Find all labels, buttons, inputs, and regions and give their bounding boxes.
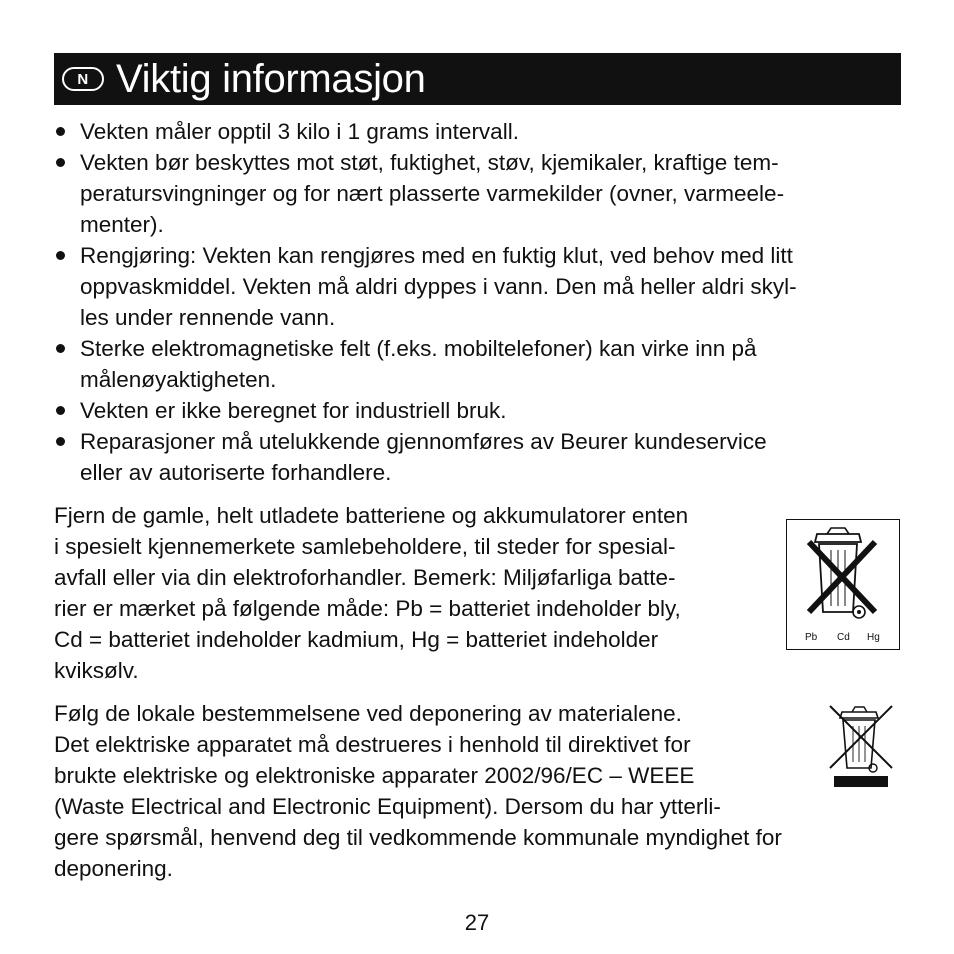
page-number: 27 (464, 910, 490, 935)
list-item-line: Rengjøring: Vekten kan rengjøres med en fuktig klut, ved behov med litt (80, 243, 793, 268)
list-item-line: peratursvingninger og for nært plasserte varmekilder (ovner, varmeele- (80, 181, 785, 206)
paragraph-line: Fjern de gamle, helt utladete batteriene og akkumulatorer enten (54, 503, 689, 528)
paragraph-line: Cd = batteriet indeholder kadmium, Hg = batteriet indeholder (54, 627, 659, 652)
battery-disposal-paragraph (54, 500, 688, 686)
section-header (54, 53, 901, 105)
battery-label-hg: Hg (867, 632, 880, 643)
battery-disposal-symbol (786, 519, 900, 650)
page-title: Viktig informasjon (116, 57, 426, 101)
list-item (54, 426, 904, 488)
list-item-line: Vekten er ikke beregnet for industriell bruk. (80, 398, 507, 423)
list-item (54, 116, 904, 147)
list-item-line: Vekten bør beskyttes mot støt, fuktighet, støv, kjemikaler, kraftige tem- (80, 150, 779, 175)
paragraph-line: deponering. (54, 856, 173, 881)
paragraph-line: i spesielt kjennemerkete samlebeholdere, til steder for spesial- (54, 534, 676, 559)
list-item-line: Sterke elektromagnetiske felt (f.eks. mobiltelefoner) kan virke inn på (80, 336, 757, 361)
info-bullet-list (54, 116, 904, 488)
paragraph-line: rier er mærket på følgende måde: Pb = batteriet indeholder bly, (54, 596, 681, 621)
paragraph-line: gere spørsmål, henvend deg til vedkommende kommunale myndighet for (54, 825, 782, 850)
list-item (54, 147, 904, 240)
list-item-line: Reparasjoner må utelukkende gjennomføres av Beurer kundeservice (80, 429, 767, 454)
list-item-line: les under rennende vann. (80, 305, 336, 330)
crossed-wheelie-bin-icon (826, 700, 896, 790)
list-item (54, 240, 904, 333)
paragraph-line: brukte elektriske og elektroniske apparater 2002/96/EC – WEEE (54, 763, 695, 788)
list-item-line: oppvaskmiddel. Vekten må aldri dyppes i vann. Den må heller aldri skyl- (80, 274, 797, 299)
list-item (54, 333, 904, 395)
paragraph-line: avfall eller via din elektroforhandler. Bemerk: Miljøfarliga batte- (54, 565, 676, 590)
paragraph-line: Det elektriske apparatet må destrueres i henhold til direktivet for (54, 732, 691, 757)
weee-symbol (826, 700, 896, 790)
crossed-battery-bin-icon (787, 520, 898, 648)
paragraph-line: kviksølv. (54, 658, 139, 683)
paragraph-line: Følg de lokale bestemmelsene ved deponering av materialene. (54, 701, 682, 726)
weee-disposal-paragraph (54, 698, 782, 884)
language-badge: N (62, 67, 104, 91)
battery-label-cd: Cd (837, 632, 850, 643)
list-item-line: eller av autoriserte forhandlere. (80, 460, 392, 485)
list-item-line: Vekten måler opptil 3 kilo i 1 grams intervall. (80, 119, 519, 144)
list-item (54, 395, 904, 426)
list-item-line: menter). (80, 212, 164, 237)
battery-label-pb: Pb (805, 632, 818, 643)
paragraph-line: (Waste Electrical and Electronic Equipment). Dersom du har ytterli- (54, 794, 721, 819)
list-item-line: målenøyaktigheten. (80, 367, 277, 392)
